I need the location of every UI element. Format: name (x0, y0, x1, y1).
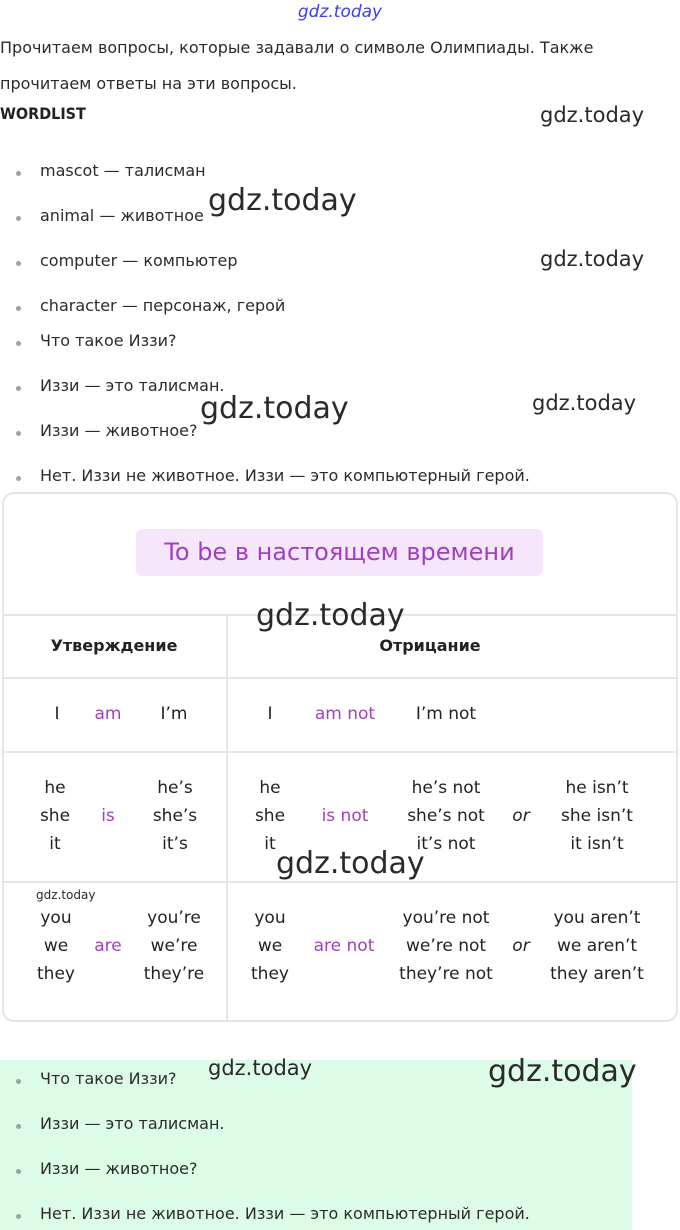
watermark: gdz.today (208, 183, 357, 218)
header-watermark: gdz.today (297, 2, 383, 22)
negative-short-form: she’s not (407, 806, 485, 826)
header-affirmative: Утверждение (50, 636, 178, 655)
verb-form: am (94, 704, 122, 724)
bullet-icon (16, 1169, 21, 1174)
bullet-icon (16, 1079, 21, 1084)
grammar-title: To be в настоящем времени (164, 538, 515, 566)
bullet-icon (16, 386, 21, 391)
watermark: gdz.today (532, 391, 637, 415)
negative-short-form: I’m not (415, 704, 477, 724)
pronoun: he (259, 778, 281, 798)
watermark: gdz.today (540, 247, 645, 271)
short-form: we’re (150, 936, 198, 956)
table-divider (2, 751, 678, 753)
bullet-icon (16, 1214, 21, 1219)
or-label: or (512, 936, 530, 956)
pronoun: she (254, 806, 286, 826)
negative-verb: is not (321, 806, 369, 826)
negative-contraction: she isn’t (561, 806, 633, 826)
pronoun: he (44, 778, 66, 798)
pronoun: they (251, 964, 289, 984)
negative-short-form: they’re not (399, 964, 493, 984)
watermark: gdz.today (36, 888, 96, 902)
pronoun: it (49, 834, 61, 854)
negative-short-form: it’s not (416, 834, 476, 854)
or-label: or (512, 806, 530, 826)
watermark: gdz.today (488, 1054, 637, 1089)
short-form: you’re (147, 908, 201, 928)
pronoun: we (43, 936, 69, 956)
watermark: gdz.today (276, 846, 425, 881)
bullet-icon (16, 476, 21, 481)
pronoun: you (254, 908, 286, 928)
bullet-icon (16, 1124, 21, 1129)
pronoun: it (264, 834, 276, 854)
negative-contraction: we aren’t (556, 936, 638, 956)
table-divider (2, 677, 678, 679)
verb-form: is (101, 806, 115, 826)
pronoun: I (267, 704, 273, 724)
verb-form: are (94, 936, 122, 956)
short-form: he’s (157, 778, 193, 798)
short-form: they’re (143, 964, 205, 984)
short-form: she’s (152, 806, 198, 826)
bullet-icon (16, 171, 21, 176)
short-form: it’s (162, 834, 188, 854)
negative-verb: are not (313, 936, 375, 956)
pronoun: we (257, 936, 283, 956)
short-form: I’m (160, 704, 188, 724)
table-divider (2, 881, 678, 883)
bullet-icon (16, 431, 21, 436)
wordlist-heading: WORDLIST (0, 104, 86, 123)
bullet-icon (16, 261, 21, 266)
table-divider (226, 614, 228, 1020)
negative-verb: am not (314, 704, 376, 724)
pronoun: I (54, 704, 60, 724)
bullet-icon (16, 216, 21, 221)
watermark: gdz.today (208, 1056, 313, 1080)
watermark: gdz.today (200, 391, 349, 426)
negative-contraction: he isn’t (565, 778, 629, 798)
pronoun: she (39, 806, 71, 826)
negative-short-form: he’s not (411, 778, 481, 798)
watermark: gdz.today (256, 598, 405, 633)
intro-paragraph: Прочитаем вопросы, которые задавали о символе Олимпиады. Также прочитаем ответы на эти вопросы. (0, 38, 594, 93)
pronoun: they (37, 964, 75, 984)
bullet-icon (16, 306, 21, 311)
negative-contraction: it isn’t (570, 834, 624, 854)
header-negative: Отрицание (379, 636, 481, 655)
bullet-icon (16, 341, 21, 346)
negative-contraction: you aren’t (553, 908, 641, 928)
negative-short-form: you’re not (402, 908, 490, 928)
negative-short-form: we’re not (405, 936, 487, 956)
watermark: gdz.today (540, 103, 645, 127)
pronoun: you (40, 908, 72, 928)
negative-contraction: they aren’t (550, 964, 644, 984)
